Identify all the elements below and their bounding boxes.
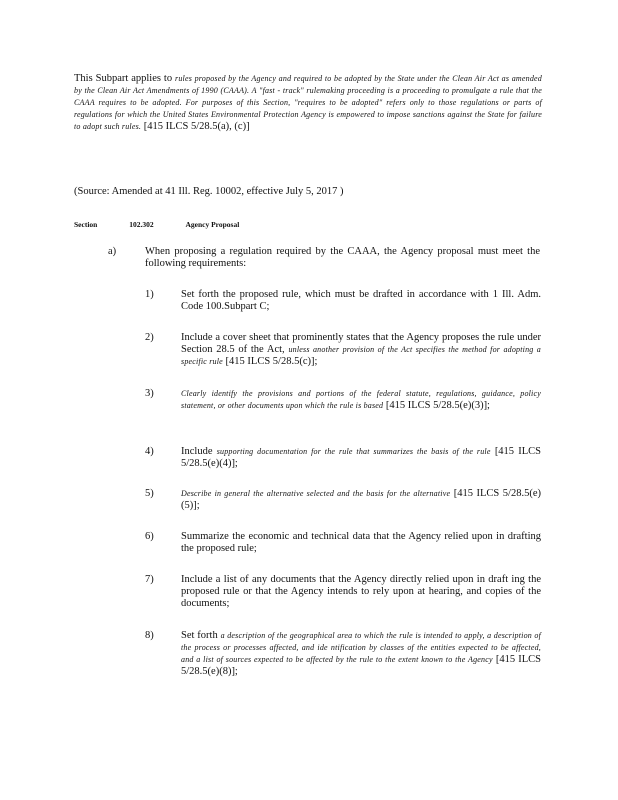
item-italic: Clearly identify the provisions and portions of the federal statute, regulations, guidance, policy statement, or other documents upon which the rule is based [181, 389, 541, 410]
intro-italic: rules proposed by the Agency and required to be adopted by the State under the Clean Air Act as amended by the Clean Air Act Amendments of 1990 (CAAA). A "fast - track" rulemaking proceeding is a proceeding to promulgate a rule that the CAAA requires to be adopted. For purposes of this Section, "requires to be adopted" refers only to those regulations or parts of regulations for which the United States Environmental Protection Agency is empowered to impose sanctions against the State for failure to adopt such rules. [74, 74, 542, 131]
item-number: 7) [145, 574, 154, 585]
item-cite: [415 ILCS 5/28.5(e)(8)]; [181, 654, 542, 677]
item-text: Set forth the proposed rule, which must be drafted in accordance with 1 Ill. Adm. Code 100.Subpart C; [181, 289, 541, 312]
item-number: 1) [145, 289, 154, 300]
item-lead: Include [181, 446, 213, 457]
item-italic: supporting documentation for the rule that summarizes the basis of the rule [216, 447, 491, 456]
subsection-text: When proposing a regulation required by the CAAA, the Agency proposal must meet the following requirements: [145, 246, 540, 269]
item-number: 5) [145, 488, 154, 499]
item-text [181, 388, 541, 412]
item-cite: [415 ILCS 5/28.5(c)]; [225, 356, 318, 367]
intro-paragraph [74, 73, 542, 133]
subsection-label: a) [108, 246, 117, 257]
section-title: Agency Proposal [185, 220, 240, 229]
intro-cite: [415 ILCS 5/28.5(a), (c)] [143, 121, 250, 132]
item-cite: [415 ILCS 5/28.5(e)(4)]; [181, 446, 542, 469]
intro-lead: This Subpart applies to [74, 73, 173, 84]
section-label: Section [74, 220, 98, 229]
item-number: 2) [145, 332, 154, 343]
item-text [181, 630, 541, 678]
item-text: Summarize the economic and technical data that the Agency relied upon in drafting the proposed rule; [181, 531, 541, 554]
item-lead: Include a cover sheet that prominently states that the Agency proposes the rule under Section 28.5 of the Act, [181, 332, 541, 355]
item-cite: [415 ILCS 5/28.5(e)(5)]; [181, 488, 541, 511]
item-text [181, 488, 541, 512]
item-italic: a description of the geographical area to which the rule is intended to apply, a description of the process or processes affected, and ide ntification by classes of the entities expected to be affected, and a list of sources expected to be affected by the rule to the extent known to the Agency [181, 631, 542, 664]
item-text: Include a list of any documents that the Agency directly relied upon in draft ing the proposed rule or that the Agency intends to rely upon at hearing, and copies of the documents; [181, 574, 541, 609]
item-number: 3) [145, 388, 154, 399]
section-number: 102.302 [129, 220, 154, 229]
item-text [181, 332, 541, 368]
item-text [181, 446, 541, 470]
item-number: 4) [145, 446, 154, 457]
item-number: 8) [145, 630, 154, 641]
source-note: (Source: Amended at 41 Ill. Reg. 10002, effective July 5, 2017 ) [74, 186, 344, 197]
item-italic: unless another provision of the Act specifies the method for adopting a specific rule [181, 345, 542, 366]
item-lead: Set forth [181, 630, 218, 641]
item-cite: [415 ILCS 5/28.5(e)(3)]; [385, 400, 490, 411]
item-italic: Describe in general the alternative selected and the basis for the alternative [181, 489, 451, 498]
section-heading [74, 219, 374, 231]
item-number: 6) [145, 531, 154, 542]
